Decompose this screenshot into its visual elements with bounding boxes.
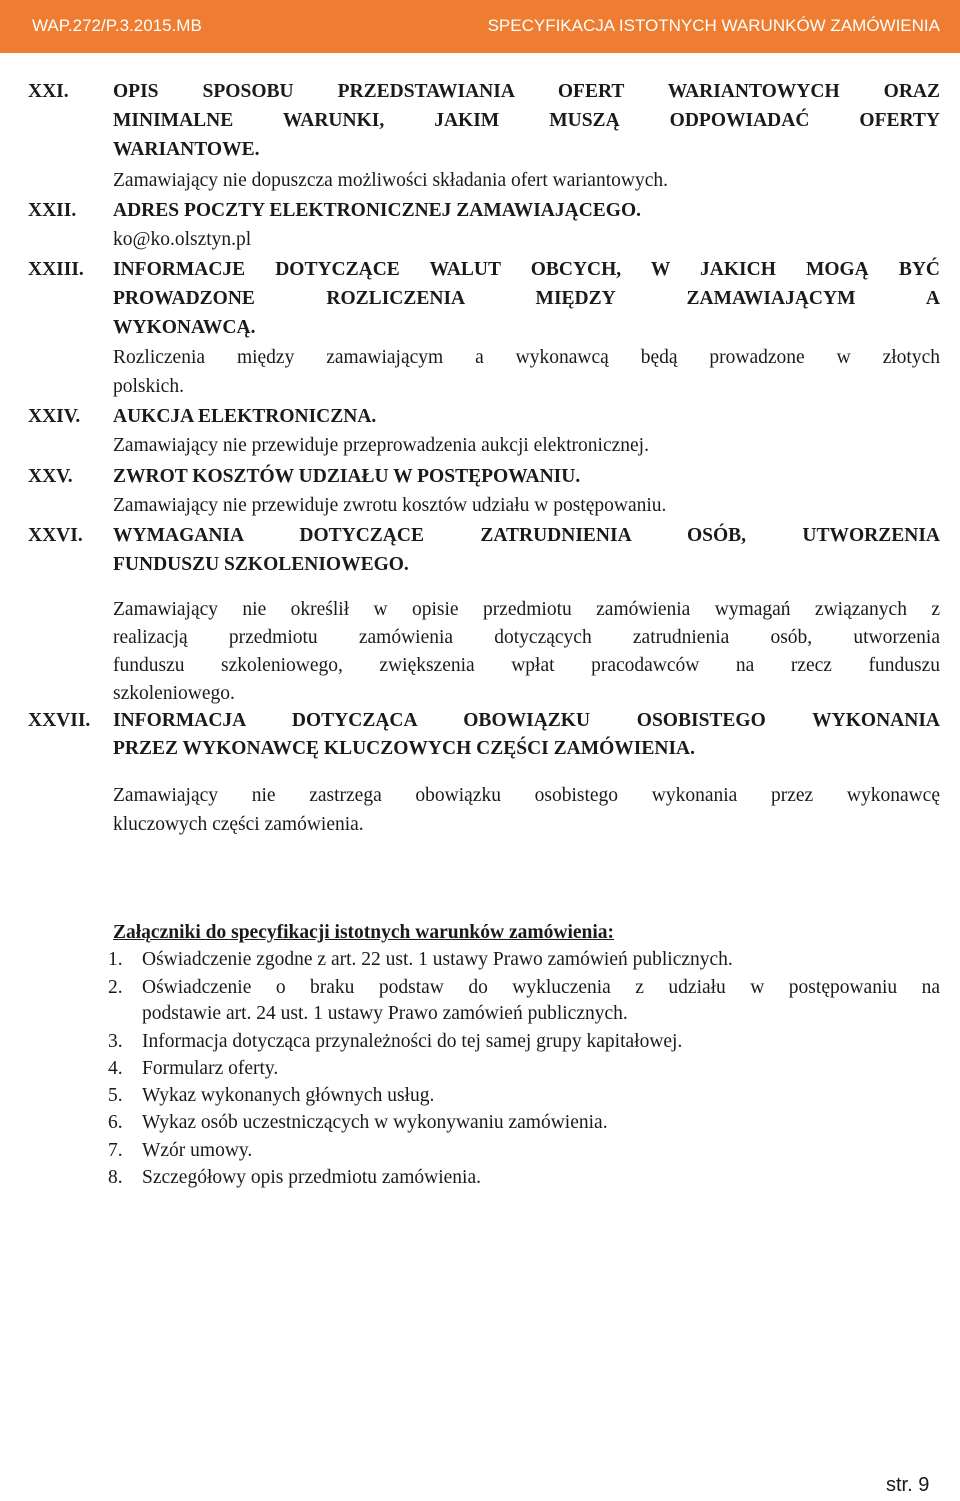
section-title: MINIMALNE WARUNKI, JAKIM MUSZĄ ODPOWIADAĆ OFERTY (113, 110, 940, 131)
list-item: Oświadczenie o braku podstaw do wykluczenia z udziału w postępowaniu na (142, 977, 940, 998)
section-body: Zamawiający nie określił w opisie przedmiotu zamówienia wymagań związanych z (113, 599, 940, 620)
attachments-heading: Załączniki do specyfikacji istotnych warunków zamówienia: (113, 922, 615, 943)
section-title: ADRES POCZTY ELEKTRONICZNEJ ZAMAWIAJĄCEGO. (113, 200, 642, 221)
section-number: XXVII. (28, 710, 91, 731)
list-number: 4. (108, 1058, 123, 1079)
list-item: Informacja dotycząca przynależności do tej samej grupy kapitałowej. (142, 1031, 683, 1052)
section-number: XXII. (28, 200, 77, 221)
section-title: INFORMACJE DOTYCZĄCE WALUT OBCYCH, W JAKICH MOGĄ BYĆ (113, 259, 940, 280)
page-number: str. 9 (886, 1474, 930, 1496)
list-number: 8. (108, 1167, 123, 1188)
section-body: Zamawiający nie przewiduje zwrotu kosztów udziału w postępowaniu. (113, 495, 667, 516)
section-title: WYKONAWCĄ. (113, 317, 256, 338)
list-item: Szczegółowy opis przedmiotu zamówienia. (142, 1167, 481, 1188)
email-link[interactable]: ko@ko.olsztyn.pl (113, 229, 252, 250)
document-title: SPECYFIKACJA ISTOTNYCH WARUNKÓW ZAMÓWIENIA (487, 16, 940, 35)
list-number: 3. (108, 1031, 123, 1052)
section-title: OPIS SPOSOBU PRZEDSTAWIANIA OFERT WARIANTOWYCH ORAZ (113, 81, 940, 102)
section-body: polskich. (113, 376, 184, 397)
list-number: 2. (108, 977, 123, 998)
document-reference: WAP.272/P.3.2015.MB (32, 16, 202, 35)
page-header (0, 0, 960, 53)
list-number: 5. (108, 1085, 123, 1106)
list-number: 6. (108, 1112, 123, 1133)
section-body: Rozliczenia między zamawiającym a wykonawcą będą prowadzone w złotych (113, 347, 940, 368)
section-body: kluczowych części zamówienia. (113, 814, 364, 835)
list-number: 1. (108, 949, 123, 970)
section-body: realizacją przedmiotu zamówienia dotyczących zatrudnienia osób, utworzenia (113, 627, 940, 648)
section-title: FUNDUSZU SZKOLENIOWEGO. (113, 554, 409, 575)
list-item: Wykaz wykonanych głównych usług. (142, 1085, 435, 1106)
section-title: AUKCJA ELEKTRONICZNA. (113, 406, 377, 427)
section-title: INFORMACJA DOTYCZĄCA OBOWIĄZKU OSOBISTEGO WYKONANIA (113, 710, 940, 731)
section-title: ZWROT KOSZTÓW UDZIAŁU W POSTĘPOWANIU. (113, 466, 581, 487)
list-item: Wzór umowy. (142, 1140, 253, 1161)
list-item: Formularz oferty. (142, 1058, 279, 1079)
section-number: XXV. (28, 466, 73, 487)
section-title: PRZEZ WYKONAWCĘ KLUCZOWYCH CZĘŚCI ZAMÓWIENIA. (113, 738, 696, 759)
section-body: Zamawiający nie zastrzega obowiązku osobistego wykonania przez wykonawcę (113, 785, 940, 806)
section-number: XXI. (28, 81, 69, 102)
list-number: 7. (108, 1140, 123, 1161)
section-body: Zamawiający nie przewiduje przeprowadzenia aukcji elektronicznej. (113, 435, 649, 456)
section-title: WARIANTOWE. (113, 139, 260, 160)
section-number: XXIII. (28, 259, 84, 280)
section-title: PROWADZONE ROZLICZENIA MIĘDZY ZAMAWIAJĄCYM A (113, 288, 940, 309)
section-body: Zamawiający nie dopuszcza możliwości składania ofert wariantowych. (113, 170, 668, 191)
list-item: Oświadczenie zgodne z art. 22 ust. 1 ustawy Prawo zamówień publicznych. (142, 949, 733, 970)
section-title: WYMAGANIA DOTYCZĄCE ZATRUDNIENIA OSÓB, UTWORZENIA (113, 525, 940, 546)
section-number: XXVI. (28, 525, 83, 546)
list-item: Wykaz osób uczestniczących w wykonywaniu zamówienia. (142, 1112, 608, 1133)
section-number: XXIV. (28, 406, 81, 427)
section-body: funduszu szkoleniowego, zwiększenia wpłat pracodawców na rzecz funduszu (113, 655, 940, 676)
list-item: podstawie art. 24 ust. 1 ustawy Prawo zamówień publicznych. (142, 1003, 628, 1024)
section-body: szkoleniowego. (113, 683, 235, 704)
